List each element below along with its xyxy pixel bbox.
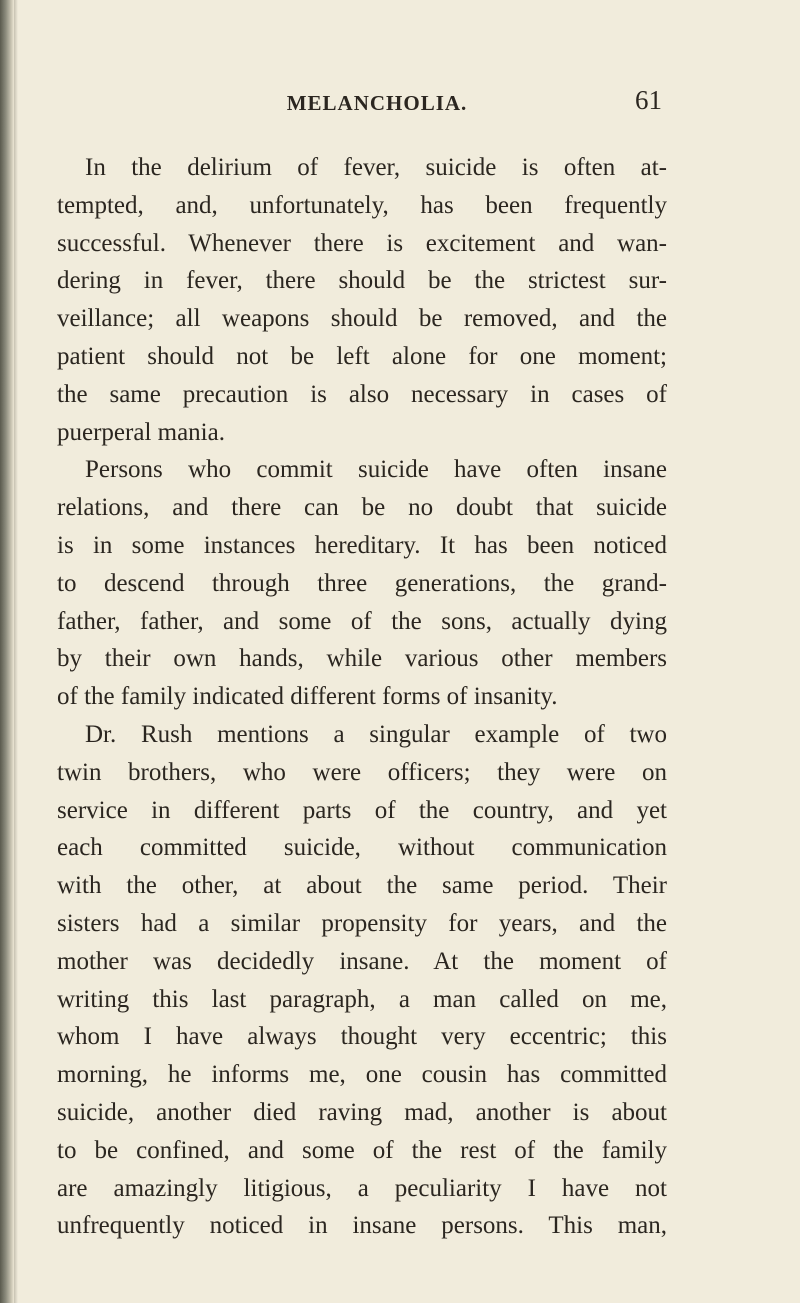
running-head: MELANCHOLIA. <box>286 91 468 115</box>
text-line: father, father, and some of the sons, actually dying <box>57 607 667 635</box>
text-line: suicide, another died raving mad, another is about <box>57 1098 667 1126</box>
text-line: writing this last paragraph, a man called on me, <box>57 985 667 1013</box>
text-line: morning, he informs me, one cousin has committed <box>57 1061 667 1089</box>
text-line: patient should not be left alone for one moment; <box>57 342 667 370</box>
text-line: successful. Whenever there is excitement and wan- <box>57 229 667 257</box>
text-line: veillance; all weapons should be removed, and the <box>57 305 667 333</box>
text-line: to be confined, and some of the rest of the family <box>57 1136 667 1164</box>
text-line: each committed suicide, without communication <box>57 834 667 862</box>
text-line: sisters had a similar propensity for years, and the <box>57 909 667 937</box>
text-line: whom I have always thought very eccentric; this <box>57 1023 667 1051</box>
text-line: relations, and there can be no doubt that suicide <box>57 494 667 522</box>
text-line: are amazingly litigious, a peculiarity I have not <box>57 1174 667 1202</box>
text-line: Dr. Rush mentions a singular example of two <box>85 720 667 748</box>
text-line: mother was decidedly insane. At the moment of <box>57 947 667 975</box>
text-line: to descend through three generations, the grand- <box>57 569 667 597</box>
text-line: unfrequently noticed in insane persons. This man, <box>57 1212 667 1240</box>
text-line: service in different parts of the country, and yet <box>57 796 667 824</box>
text-line: of the family indicated different forms of insanity. <box>57 683 558 711</box>
text-line: In the delirium of fever, suicide is often at- <box>85 154 667 181</box>
text-line: twin brothers, who were officers; they were on <box>57 758 667 786</box>
text-line: the same precaution is also necessary in cases of <box>57 380 667 408</box>
page-header <box>92 85 662 125</box>
binding-gutter <box>0 0 14 1303</box>
text-line: by their own hands, while various other members <box>57 645 667 673</box>
text-line: dering in fever, there should be the strictest sur- <box>57 267 667 295</box>
binding-shadow <box>14 0 18 1303</box>
text-line: is in some instances hereditary. It has been noticed <box>57 531 667 559</box>
text-line: tempted, and, unfortunately, has been frequently <box>57 191 667 219</box>
text-line: with the other, at about the same period. Their <box>57 872 667 900</box>
body-text <box>57 149 667 1245</box>
page-number: 61 <box>635 85 662 115</box>
text-line: Persons who commit suicide have often insane <box>85 456 667 484</box>
text-line: puerperal mania. <box>57 418 225 446</box>
